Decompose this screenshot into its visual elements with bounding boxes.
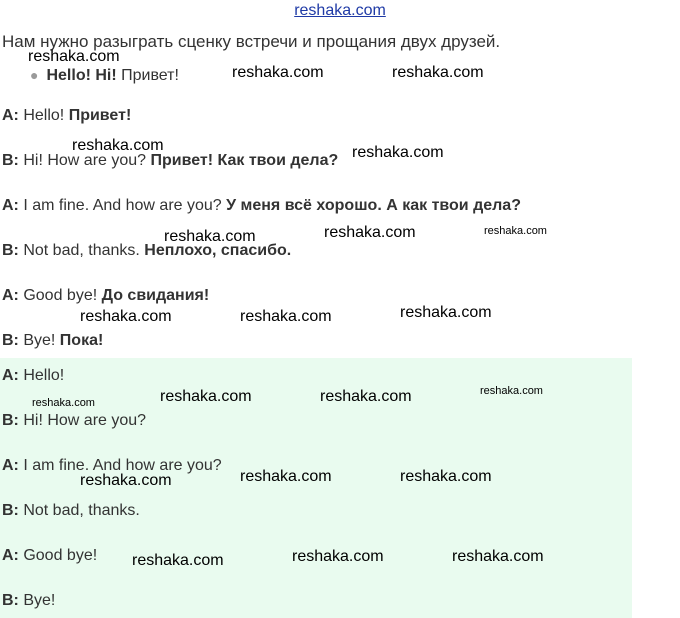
- watermark: reshaka.com: [80, 308, 172, 325]
- speaker-label: B:: [2, 502, 19, 519]
- speaker-label: B:: [2, 242, 19, 259]
- watermark: reshaka.com: [292, 548, 384, 565]
- russian-text: Неплохо, спасибо.: [144, 242, 292, 259]
- english-text: Not bad, thanks.: [18, 242, 145, 259]
- speaker-label: A:: [2, 457, 19, 474]
- watermark: reshaka.com: [28, 48, 120, 65]
- watermark: reshaka.com: [452, 548, 544, 565]
- watermark: reshaka.com: [392, 64, 484, 81]
- dialogue-line: [2, 412, 146, 430]
- dialogue-line: [2, 332, 103, 350]
- watermark: reshaka.com: [160, 388, 252, 405]
- dialogue-line: [2, 592, 55, 610]
- english-text: Good bye!: [18, 547, 98, 564]
- site-link[interactable]: reshaka.com: [294, 2, 386, 19]
- dialogue-line: [2, 502, 140, 520]
- russian-text: Привет!: [68, 107, 132, 124]
- english-text: Not bad, thanks.: [18, 502, 140, 519]
- dialogue-line: [2, 287, 209, 305]
- dialogue-line: [2, 197, 521, 215]
- speaker-label: A:: [2, 197, 19, 214]
- english-text: Bye!: [18, 592, 56, 609]
- watermark: reshaka.com: [240, 468, 332, 485]
- bullet-text: Привет!: [116, 67, 179, 84]
- watermark: reshaka.com: [352, 144, 444, 161]
- watermark: reshaka.com: [320, 388, 412, 405]
- speaker-label: A:: [2, 287, 19, 304]
- dialogue-line: [2, 547, 97, 565]
- dialogue-line: [2, 107, 131, 125]
- speaker-label: B:: [2, 332, 19, 349]
- dialogue-line: [2, 367, 64, 385]
- watermark: reshaka.com: [480, 385, 543, 397]
- speaker-label: B:: [2, 152, 19, 169]
- list-item: [30, 67, 179, 85]
- dialogue-line: [2, 152, 338, 170]
- english-text: Hello!: [18, 367, 65, 384]
- speaker-label: A:: [2, 367, 19, 384]
- bullet-bold: Hello! Hi!: [46, 67, 117, 84]
- speaker-label: A:: [2, 107, 19, 124]
- speaker-label: A:: [2, 547, 19, 564]
- watermark: reshaka.com: [400, 468, 492, 485]
- russian-text: Пока!: [59, 332, 104, 349]
- english-text: Hello!: [18, 107, 69, 124]
- english-text: I am fine. And how are you?: [18, 197, 227, 214]
- watermark: reshaka.com: [324, 224, 416, 241]
- speaker-label: B:: [2, 592, 19, 609]
- watermark: reshaka.com: [240, 308, 332, 325]
- watermark: reshaka.com: [484, 225, 547, 237]
- watermark: reshaka.com: [72, 137, 164, 154]
- watermark: reshaka.com: [164, 228, 256, 245]
- watermark: reshaka.com: [400, 304, 492, 321]
- watermark: reshaka.com: [80, 472, 172, 489]
- english-text: Bye!: [18, 332, 60, 349]
- english-text: Hi! How are you?: [18, 152, 151, 169]
- english-text: Hi! How are you?: [18, 412, 147, 429]
- russian-text: У меня всё хорошо. А как твои дела?: [226, 197, 521, 214]
- english-text: I am fine. And how are you?: [18, 457, 222, 474]
- speaker-label: B:: [2, 412, 19, 429]
- watermark: reshaka.com: [132, 552, 224, 569]
- bullet-dot-icon: ●: [30, 67, 39, 83]
- russian-text: До свидания!: [101, 287, 210, 304]
- english-text: Good bye!: [18, 287, 102, 304]
- watermark: reshaka.com: [32, 397, 95, 409]
- task-intro: Нам нужно разыграть сценку встречи и прощания двух друзей.: [2, 32, 501, 51]
- watermark: reshaka.com: [232, 64, 324, 81]
- russian-text: Привет! Как твои дела?: [150, 152, 339, 169]
